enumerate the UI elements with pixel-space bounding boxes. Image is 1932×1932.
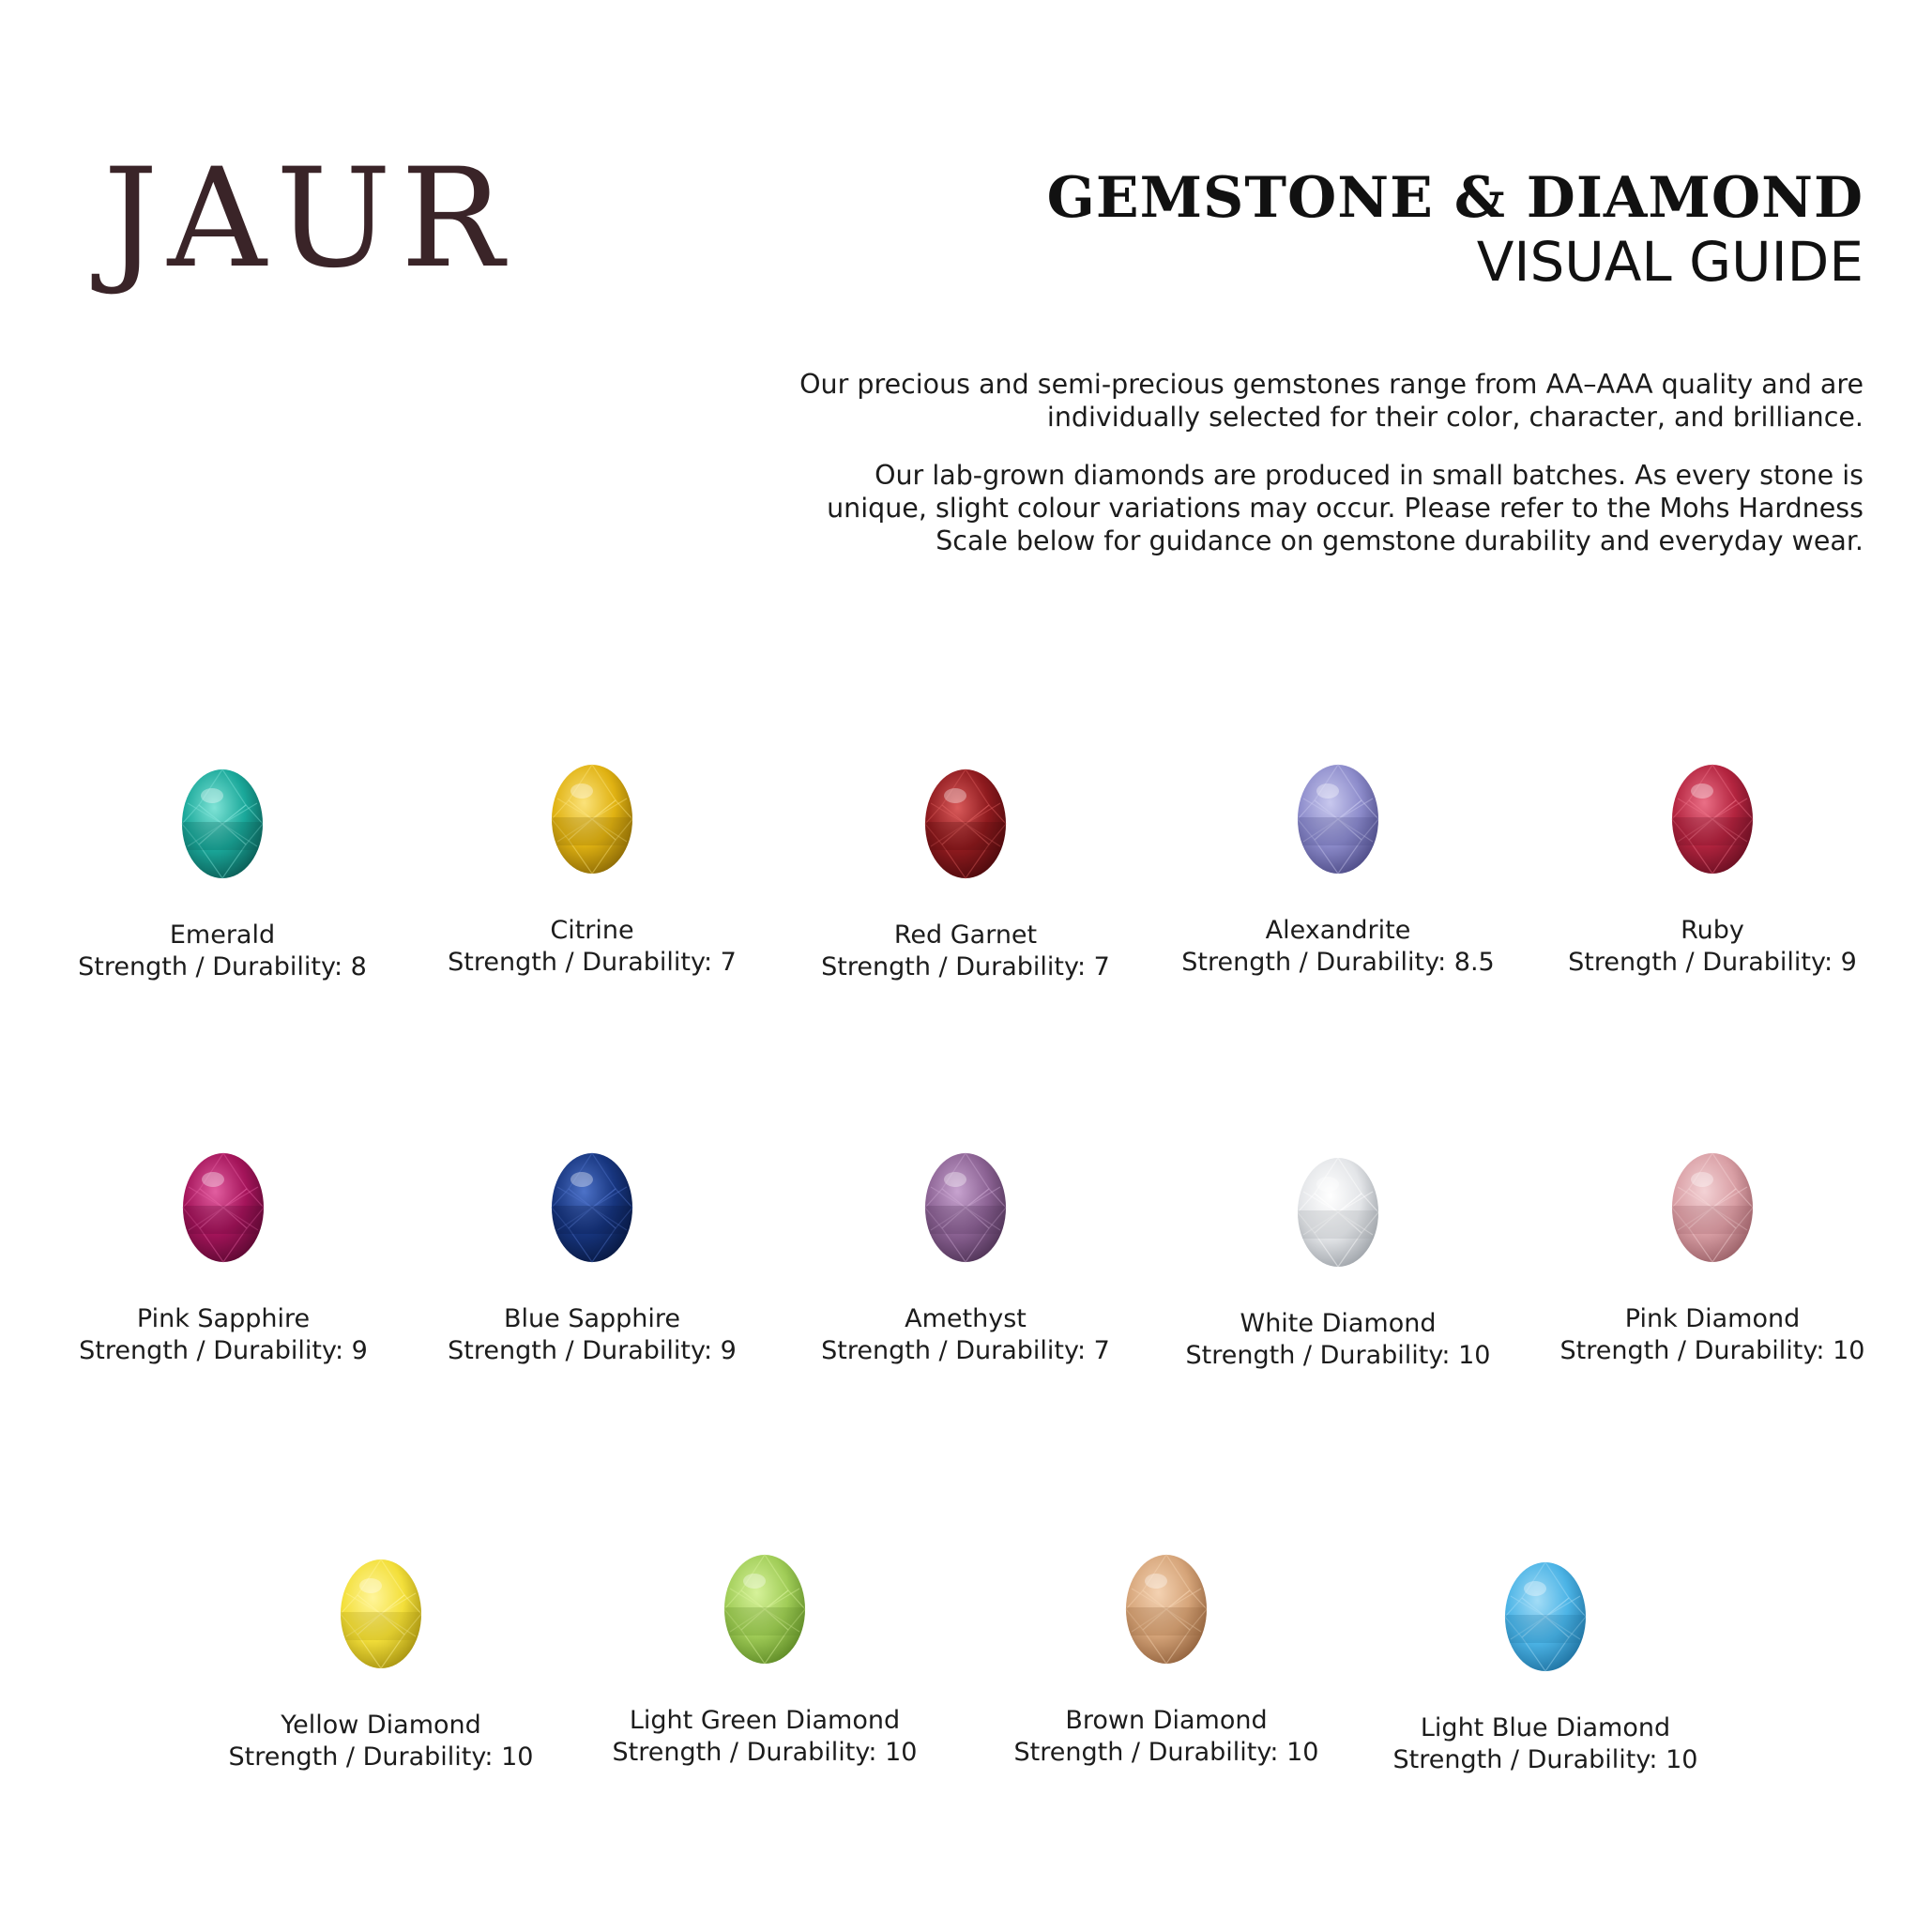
gem-item [54, 1151, 392, 1367]
gemstone-icon [723, 1553, 807, 1666]
gem-name: Ruby [1681, 916, 1744, 945]
gem-item [53, 768, 391, 983]
gem-strength: Strength / Durability: 10 [612, 1738, 918, 1767]
gemstone-icon [1503, 1560, 1588, 1673]
gem-name: White Diamond [1240, 1309, 1437, 1338]
gemstone-icon [181, 1151, 266, 1264]
gemstone-icon [550, 763, 634, 875]
gem-name: Brown Diamond [1065, 1706, 1268, 1735]
gem-name: Pink Sapphire [136, 1304, 311, 1333]
title-line-1: GEMSTONE & DIAMOND [1046, 165, 1864, 231]
gem-strength: Strength / Durability: 7 [821, 1336, 1110, 1365]
gem-name: Light Green Diamond [629, 1706, 901, 1735]
gem-strength: Strength / Durability: 7 [448, 948, 737, 977]
gem-item [423, 763, 761, 979]
gemstone-icon [1670, 763, 1755, 875]
gem-name: Amethyst [905, 1304, 1027, 1333]
gemstone-icon [1670, 1151, 1755, 1264]
gem-name: Blue Sapphire [503, 1304, 681, 1333]
gem-name: Red Garnet [893, 920, 1038, 950]
gem-item [423, 1151, 761, 1367]
title-line-2: VISUAL GUIDE [1476, 230, 1864, 294]
intro-paragraph-1: Our precious and semi-precious gemstones range from AA–AAA quality and are individually selected for their color, character, and brilliance. [799, 369, 1864, 433]
gem-item [1169, 763, 1507, 979]
gem-item [596, 1553, 934, 1769]
gem-name: Alexandrite [1265, 916, 1411, 945]
gem-name: Light Blue Diamond [1420, 1713, 1671, 1742]
gemstone-icon [180, 768, 265, 880]
gem-item [797, 1151, 1134, 1367]
gem-strength: Strength / Durability: 10 [1185, 1341, 1491, 1370]
intro-text [794, 368, 1864, 583]
gem-strength: Strength / Durability: 9 [79, 1336, 368, 1365]
gemstone-icon [1124, 1553, 1209, 1666]
gemstone-icon [550, 1151, 634, 1264]
gem-name: Emerald [169, 920, 276, 950]
brand-logo: JAUR [103, 139, 513, 298]
gem-item [1169, 1156, 1507, 1372]
gem-name: Yellow Diamond [281, 1711, 481, 1740]
gem-strength: Strength / Durability: 8 [78, 952, 367, 981]
gem-item [212, 1558, 550, 1773]
gem-strength: Strength / Durability: 7 [821, 952, 1110, 981]
gem-strength: Strength / Durability: 10 [1559, 1336, 1865, 1365]
gem-strength: Strength / Durability: 9 [448, 1336, 737, 1365]
gemstone-icon [1296, 1156, 1380, 1269]
gem-item [997, 1553, 1335, 1769]
gemstone-icon [923, 1151, 1008, 1264]
gem-item [1544, 763, 1881, 979]
gem-strength: Strength / Durability: 10 [1013, 1738, 1319, 1767]
gemstone-icon [923, 768, 1008, 880]
gem-name: Citrine [550, 916, 634, 945]
intro-paragraph-2: Our lab-grown diamonds are produced in small batches. As every stone is unique, slight colour variations may occur. Please refer to the Mohs Hardness Scale below for guidance on gemstone durability and everyday wear. [827, 460, 1864, 556]
gemstone-icon [339, 1558, 423, 1670]
gem-strength: Strength / Durability: 10 [228, 1742, 534, 1772]
gem-item [797, 768, 1134, 983]
gem-item [1544, 1151, 1881, 1367]
gem-strength: Strength / Durability: 9 [1568, 948, 1857, 977]
gem-strength: Strength / Durability: 10 [1392, 1745, 1698, 1774]
page-title [1047, 167, 1864, 294]
gem-name: Pink Diamond [1624, 1304, 1801, 1333]
gem-item [1377, 1560, 1714, 1776]
gem-strength: Strength / Durability: 8.5 [1181, 948, 1495, 977]
gemstone-icon [1296, 763, 1380, 875]
